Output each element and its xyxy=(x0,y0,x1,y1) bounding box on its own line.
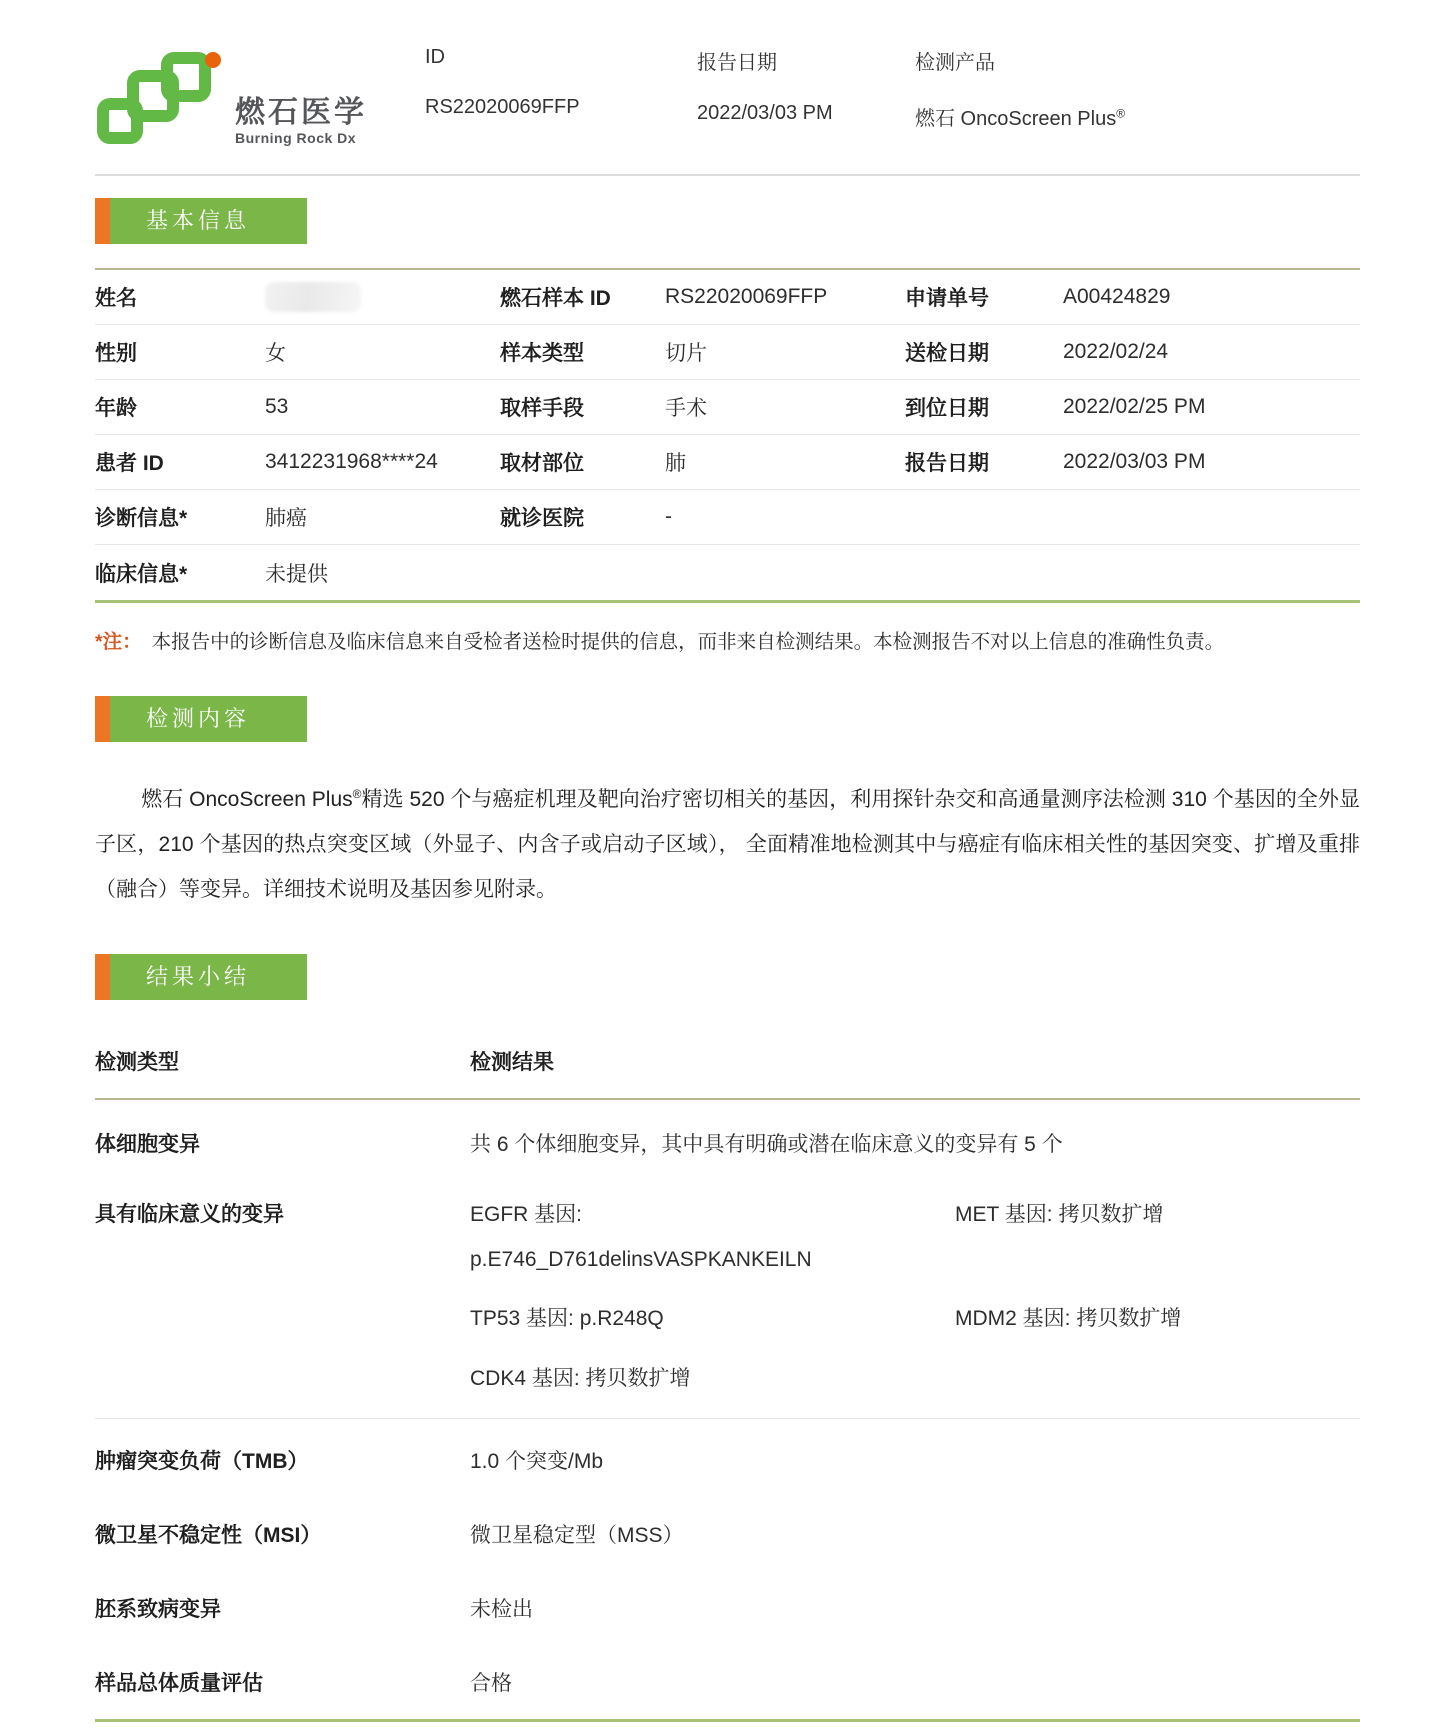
row-value-msi: 微卫星稳定型（MSS） xyxy=(470,1524,684,1548)
section-title-result-summary xyxy=(95,954,307,1000)
field-label-sample-type: 样本类型 xyxy=(500,342,584,365)
header-product-label: 检测产品 xyxy=(915,52,995,74)
table-row xyxy=(95,270,1360,325)
section-title-text: 基本信息 xyxy=(110,198,307,244)
header-id-label: ID xyxy=(425,46,445,68)
field-value-clinical-info: 未提供 xyxy=(265,562,328,586)
field-label-patient-id: 患者 ID xyxy=(95,452,164,475)
header-divider xyxy=(95,174,1360,176)
test-content-paragraph xyxy=(95,772,1360,912)
variant-met: MET 基因: 拷贝数扩增 xyxy=(955,1203,1164,1227)
row-label-quality: 样品总体质量评估 xyxy=(95,1672,263,1696)
logo-orange-dot xyxy=(205,52,221,68)
row-value-somatic: 共 6 个体细胞变异，其中具有明确或潜在临床意义的变异有 5 个 xyxy=(470,1133,1063,1157)
variant-cdk4: CDK4 基因: 拷贝数扩增 xyxy=(470,1367,691,1391)
paragraph-part1: 燃石 OncoScreen Plus xyxy=(141,788,353,812)
table-row-somatic xyxy=(95,1100,1360,1170)
header-id-value: RS22020069FFP xyxy=(425,96,580,118)
table-row-quality xyxy=(95,1645,1360,1719)
table-row xyxy=(95,545,1360,600)
logo-text-en: Burning Rock Dx xyxy=(235,130,357,146)
logo-text xyxy=(235,97,367,147)
field-label-submit-date: 送检日期 xyxy=(905,342,989,365)
row-value-quality: 合格 xyxy=(470,1672,512,1696)
field-label-sample-id: 燃石样本 ID xyxy=(500,287,611,310)
variant-egfr-gene: EGFR 基因: xyxy=(470,1203,583,1227)
table-row-tmb xyxy=(95,1419,1360,1497)
section-title-text: 检测内容 xyxy=(110,696,307,742)
table-row-germline xyxy=(95,1571,1360,1645)
field-value-submit-date: 2022/02/24 xyxy=(1063,340,1169,363)
table-row xyxy=(95,435,1360,490)
logo-text-cn: 燃石医学 xyxy=(235,95,367,129)
note-text: 本报告中的诊断信息及临床信息来自受检者送检时提供的信息，而非来自检测结果。本检测报告不对以上信息的准确性负责。 xyxy=(151,631,1225,653)
section-accent-bar xyxy=(95,198,110,244)
patient-name-redacted xyxy=(265,282,361,312)
field-value-diagnosis: 肺癌 xyxy=(265,507,307,530)
table-row xyxy=(95,490,1360,545)
field-label-age: 年龄 xyxy=(95,397,137,420)
section-accent-bar xyxy=(95,696,110,742)
column-header-type: 检测类型 xyxy=(95,1051,179,1075)
disclaimer-note xyxy=(95,629,1360,656)
field-label-sample-site: 取材部位 xyxy=(500,452,584,475)
row-value-clinical xyxy=(470,1198,1360,1392)
variant-tp53: TP53 基因: p.R248Q xyxy=(470,1307,664,1331)
section-title-basic-info xyxy=(95,198,307,244)
column-header-result: 检测结果 xyxy=(470,1051,554,1075)
header-field-product xyxy=(915,46,1360,131)
field-value-patient-id: 3412231968****24 xyxy=(265,450,438,473)
burning-rock-logo-icon xyxy=(95,50,225,146)
variant-pair xyxy=(470,1362,1360,1392)
variant-pair xyxy=(470,1198,1360,1272)
variant-mdm2: MDM2 基因: 拷贝数扩增 xyxy=(955,1307,1182,1331)
field-label-hospital: 就诊医院 xyxy=(500,507,584,530)
row-label-germline: 胚系致病变异 xyxy=(95,1598,221,1622)
field-value-report-date: 2022/03/03 PM xyxy=(1063,450,1206,473)
header-product-value xyxy=(915,102,1360,131)
field-label-gender: 性别 xyxy=(95,342,137,365)
field-value-hospital: - xyxy=(665,505,672,528)
field-label-report-date: 报告日期 xyxy=(905,452,989,475)
field-value-gender: 女 xyxy=(265,342,286,365)
result-summary-header-row xyxy=(95,1026,1360,1100)
field-label-diagnosis: 诊断信息* xyxy=(95,507,188,530)
row-value-germline: 未检出 xyxy=(470,1598,533,1622)
variant-egfr xyxy=(470,1198,955,1272)
table-row xyxy=(95,380,1360,435)
table-row-clinical-variants xyxy=(95,1170,1360,1419)
registered-trademark-symbol: ® xyxy=(1116,106,1126,121)
header-field-id xyxy=(425,46,697,119)
field-value-sample-type: 切片 xyxy=(665,342,707,365)
row-value-tmb: 1.0 个突变/Mb xyxy=(470,1450,604,1474)
field-label-clinical-info: 临床信息* xyxy=(95,562,188,586)
field-value-age: 53 xyxy=(265,395,289,418)
report-header xyxy=(95,0,1360,146)
table-row-msi xyxy=(95,1497,1360,1571)
basic-info-table xyxy=(95,268,1360,603)
field-value-sampling-method: 手术 xyxy=(665,397,707,420)
row-label-tmb: 肿瘤突变负荷（TMB） xyxy=(95,1450,309,1474)
burning-rock-logo xyxy=(95,50,425,146)
section-title-text: 结果小结 xyxy=(110,954,307,1000)
field-value-sample-id: RS22020069FFP xyxy=(665,285,828,308)
result-summary-table xyxy=(95,1026,1360,1722)
field-value-application-no: A00424829 xyxy=(1063,285,1171,308)
row-label-clinical: 具有临床意义的变异 xyxy=(95,1203,284,1227)
section-title-test-content xyxy=(95,696,307,742)
registered-trademark-symbol: ® xyxy=(352,787,362,802)
row-label-somatic: 体细胞变异 xyxy=(95,1133,200,1157)
product-name: 燃石 OncoScreen Plus xyxy=(915,108,1117,130)
header-date-label: 报告日期 xyxy=(697,52,777,74)
field-label-arrival-date: 到位日期 xyxy=(905,397,989,420)
field-value-sample-site: 肺 xyxy=(665,452,686,475)
field-label-name: 姓名 xyxy=(95,287,137,310)
row-label-msi: 微卫星不稳定性（MSI） xyxy=(95,1524,322,1548)
field-value-name xyxy=(265,282,500,312)
note-label: *注： xyxy=(95,631,142,653)
header-field-report-date xyxy=(697,46,915,125)
variant-pair xyxy=(470,1302,1360,1332)
field-label-application-no: 申请单号 xyxy=(905,287,989,310)
field-value-arrival-date: 2022/02/25 PM xyxy=(1063,395,1206,418)
header-date-value: 2022/03/03 PM xyxy=(697,102,833,124)
variant-egfr-detail: p.E746_D761delinsVASPKANKEILN xyxy=(470,1248,812,1272)
section-accent-bar xyxy=(95,954,110,1000)
table-row xyxy=(95,325,1360,380)
field-label-sampling-method: 取样手段 xyxy=(500,397,584,420)
paragraph-part2: 精选 520 个与癌症机理及靶向治疗密切相关的基因，利用探针杂交和高通量测序法检测 310 个基因的全外显子区，210 个基因的热点突变区域（外显子、内含子或启动子区域）， 全面精准地检测其中与癌症有临床相关性的基因突变、扩增及重排（融合）等变异。详细技术说明及基因参见附录。 xyxy=(95,788,1360,902)
